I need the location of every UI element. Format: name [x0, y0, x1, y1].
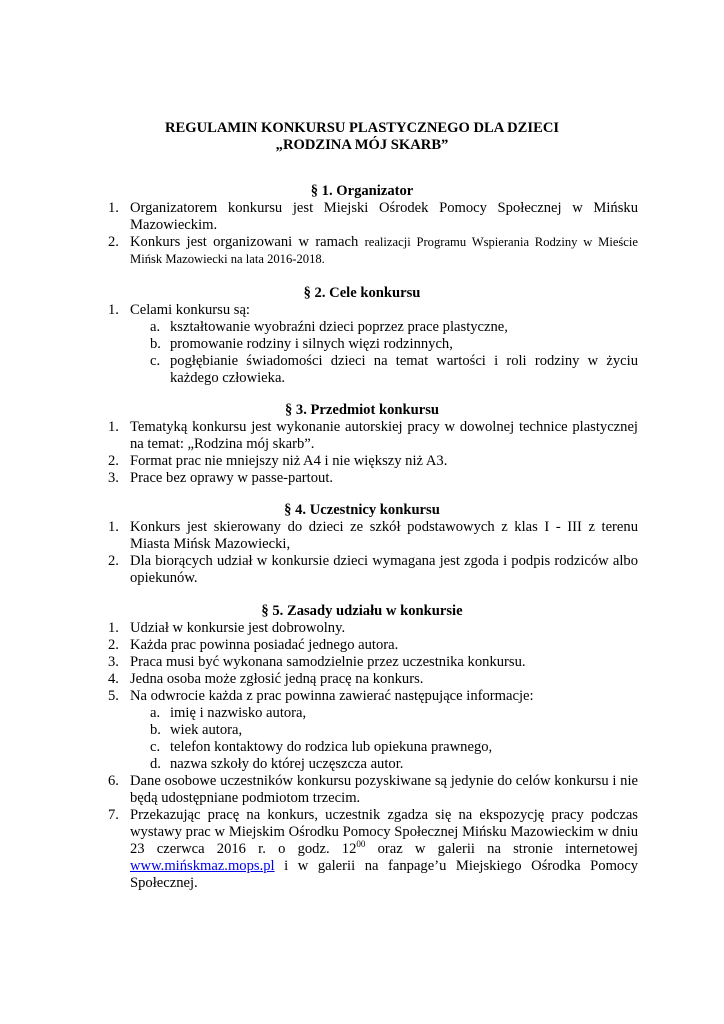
sub-item-letter: a. — [150, 705, 161, 721]
title-line-2: „RODZINA MÓJ SKARB” — [275, 137, 449, 153]
section-heading: § 2. Cele konkursu — [303, 285, 421, 301]
item-text: Jedna osoba może zgłosić jedną pracę na konkurs. — [130, 671, 424, 687]
sub-item-letter: b. — [150, 722, 161, 738]
section-rules — [0, 603, 724, 892]
item-text: Format prac nie mniejszy niż A4 i nie większy niż A3. — [130, 453, 448, 469]
sub-list-item — [150, 705, 638, 722]
sub-item-text: telefon kontaktowy do rodzica lub opiekuna prawnego, — [170, 739, 493, 755]
title-line-1: REGULAMIN KONKURSU PLASTYCZNEGO DLA DZIECI — [164, 120, 560, 136]
item-text-continued: realizacji Programu Wspierania Rodziny w Mieście Mińsk Mazowiecki na lata 2016-2018. — [130, 235, 638, 266]
sub-item-letter: c. — [150, 353, 161, 369]
list-item — [0, 234, 724, 268]
list-item — [0, 773, 724, 807]
list-item — [0, 470, 724, 487]
sub-list-item — [150, 739, 638, 756]
item-text: Konkurs jest organizowani w ramach — [130, 234, 359, 250]
section-organizer — [0, 183, 724, 268]
item-number: 7. — [108, 807, 119, 823]
list-item — [0, 620, 724, 637]
list-item — [0, 654, 724, 671]
list-item — [0, 519, 724, 553]
item-text: Każda prac powinna posiadać jednego autora. — [130, 637, 399, 653]
item-number: 6. — [108, 773, 119, 789]
sub-list-item — [150, 336, 638, 353]
item-text-continued: oraz w galerii na stronie internetowej — [365, 841, 638, 857]
list-item — [0, 553, 724, 587]
section-heading: § 1. Organizator — [310, 183, 414, 199]
sub-item-letter: c. — [150, 739, 161, 755]
item-text: Dane osobowe uczestników konkursu pozyskiwane są jedynie do celów konkursu i nie będą udostępniane podmiotom trzecim. — [130, 773, 638, 806]
list-item — [0, 807, 724, 892]
list-item — [0, 637, 724, 654]
time-superscript: 00 — [356, 839, 366, 849]
item-text: Konkurs jest skierowany do dzieci ze szkół podstawowych z klas I - III z terenu Miasta Mińsk Mazowiecki, — [130, 519, 638, 552]
item-text: Tematyką konkursu jest wykonanie autorskiej pracy w dowolnej technice plastycznej na temat: „Rodzina mój skarb”. — [130, 419, 638, 452]
item-number: 4. — [108, 671, 119, 687]
item-number: 1. — [108, 200, 119, 216]
sub-item-letter: a. — [150, 319, 161, 335]
section-participants — [0, 502, 724, 587]
list-item — [0, 688, 724, 773]
item-text: Udział w konkursie jest dobrowolny. — [130, 620, 346, 636]
item-text: Organizatorem konkursu jest Miejski Ośrodek Pomocy Społecznej w Mińsku Mazowieckim. — [130, 200, 638, 233]
item-text: Na odwrocie każda z prac powinna zawierać następujące informacje: — [130, 688, 534, 704]
item-text: Dla biorących udział w konkursie dzieci wymagana jest zgoda i podpis rodziców albo opiekunów. — [130, 553, 638, 586]
sub-item-text: nazwa szkoły do której uczęszcza autor. — [170, 756, 404, 772]
section-subject — [0, 402, 724, 487]
sub-list-item — [150, 756, 638, 773]
section-heading: § 5. Zasady udziału w konkursie — [261, 603, 463, 619]
item-number: 5. — [108, 688, 119, 704]
item-text: Celami konkursu są: — [130, 302, 250, 318]
sub-item-text: promowanie rodziny i silnych więzi rodzinnych, — [170, 336, 453, 352]
section-goals — [0, 285, 724, 387]
sub-item-letter: d. — [150, 756, 161, 772]
sub-list-item — [150, 319, 638, 336]
item-number: 1. — [108, 519, 119, 535]
website-link[interactable]: www.mińskmaz.mops.pl — [130, 858, 275, 874]
sub-item-text: wiek autora, — [170, 722, 243, 738]
item-number: 1. — [108, 302, 119, 318]
sub-item-letter: b. — [150, 336, 161, 352]
item-number: 2. — [108, 637, 119, 653]
item-number: 2. — [108, 553, 119, 569]
item-text-end: i w galerii na fanpage’u Miejskiego Ośrodka Pomocy Społecznej. — [130, 858, 638, 891]
item-number: 3. — [108, 470, 119, 486]
section-heading: § 4. Uczestnicy konkursu — [284, 502, 440, 518]
sub-item-text: pogłębianie świadomości dzieci na temat wartości i roli rodziny w życiu każdego człowieka. — [170, 353, 638, 386]
list-item — [0, 302, 724, 387]
item-text: Prace bez oprawy w passe-partout. — [130, 470, 334, 486]
sub-item-text: imię i nazwisko autora, — [170, 705, 307, 721]
item-text: Praca musi być wykonana samodzielnie przez uczestnika konkursu. — [130, 654, 526, 670]
item-number: 2. — [108, 234, 119, 250]
item-text: Przekazując pracę na konkurs, uczestnik zgadza się na ekspozycję pracy podczas wystawy prac w Miejskim Ośrodku Pomocy Społecznej Mińsku Mazowieckim w dniu 23 czerwca 2016 r. o godz. 12 — [130, 807, 638, 857]
sub-list-item — [150, 722, 638, 739]
list-item — [0, 419, 724, 453]
sub-list-item — [150, 353, 638, 387]
list-item — [0, 453, 724, 470]
item-number: 1. — [108, 620, 119, 636]
item-number: 1. — [108, 419, 119, 435]
sub-item-text: kształtowanie wyobraźni dzieci poprzez prace plastyczne, — [170, 319, 508, 335]
list-item — [0, 200, 724, 234]
document-title — [0, 120, 724, 154]
item-number: 3. — [108, 654, 119, 670]
item-number: 2. — [108, 453, 119, 469]
section-heading: § 3. Przedmiot konkursu — [284, 402, 440, 418]
list-item — [0, 671, 724, 688]
